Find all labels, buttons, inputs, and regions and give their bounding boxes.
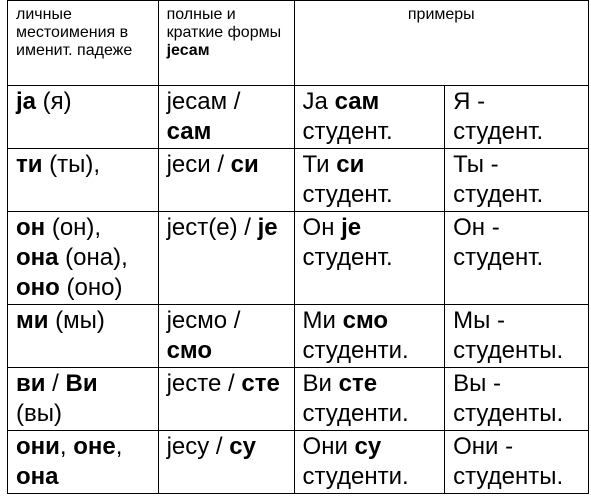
bold-text: је	[257, 214, 278, 241]
bold-text: је	[341, 214, 362, 241]
example-serbian-cell	[294, 149, 445, 212]
example-russian-cell	[445, 86, 589, 149]
example-serbian-cell	[294, 368, 445, 431]
text: (он),	[45, 214, 102, 241]
text: Мы - студенты.	[453, 307, 564, 364]
pronoun-cell	[8, 431, 159, 494]
text: јеси /	[166, 151, 231, 178]
text: (оно)	[59, 274, 123, 301]
bold-text: оне	[73, 433, 116, 460]
header-examples	[294, 1, 588, 86]
text: Ты - студент.	[453, 151, 544, 208]
bold-text: Ви	[65, 370, 98, 397]
bold-text: оно	[16, 274, 60, 301]
pronoun-cell	[8, 368, 159, 431]
bold-text: ми	[16, 307, 49, 334]
text: Он	[302, 214, 342, 241]
text: Ми	[302, 307, 343, 334]
example-serbian-cell	[294, 212, 445, 305]
example-russian-cell	[445, 368, 589, 431]
bold-text: ја	[16, 88, 37, 115]
text: студенти.	[302, 400, 409, 427]
bold-text: сте	[338, 370, 378, 397]
table-row	[8, 431, 589, 494]
header-examples-label: примеры	[407, 6, 475, 23]
bold-text: ти	[16, 151, 43, 178]
verb-form-cell	[158, 431, 294, 494]
verb-form-cell	[158, 149, 294, 212]
text: Вы - студенты.	[453, 370, 564, 427]
bold-text: смо	[166, 337, 213, 364]
bold-text: си	[336, 151, 365, 178]
verb-form-cell	[158, 305, 294, 368]
example-russian-cell	[445, 431, 589, 494]
text: (вы)	[16, 400, 62, 427]
example-russian-cell	[445, 305, 589, 368]
bold-text: су	[229, 433, 256, 460]
bold-text: они	[16, 433, 60, 460]
text: студент.	[302, 118, 393, 145]
bold-text: си	[230, 151, 259, 178]
text: студенти.	[302, 337, 409, 364]
text: студент.	[302, 181, 393, 208]
text: ,	[115, 433, 123, 460]
text: Он - студент.	[453, 214, 544, 271]
header-forms-verb: јесам	[166, 42, 210, 59]
text: Они	[302, 433, 355, 460]
text: студент.	[302, 244, 393, 271]
text: јесу /	[166, 433, 230, 460]
text: студенти.	[302, 463, 409, 490]
text: јесмо /	[166, 307, 241, 334]
table-row	[8, 368, 589, 431]
pronoun-cell	[8, 305, 159, 368]
header-forms	[158, 1, 294, 86]
text: (ты),	[42, 151, 101, 178]
text: Я - студент.	[453, 88, 544, 145]
verb-form-cell	[158, 368, 294, 431]
pronoun-cell	[8, 149, 159, 212]
conjugation-table	[7, 0, 589, 494]
table-row	[8, 86, 589, 149]
text: /	[45, 370, 66, 397]
verb-form-cell	[158, 212, 294, 305]
bold-text: сам	[334, 88, 380, 115]
bold-text: он	[16, 214, 46, 241]
bold-text: она	[16, 463, 59, 490]
pronoun-cell	[8, 86, 159, 149]
example-russian-cell	[445, 149, 589, 212]
text: јест(е) /	[166, 214, 258, 241]
header-pronouns	[8, 1, 159, 86]
bold-text: ви	[16, 370, 46, 397]
header-pronouns-label: личные местоимения в именит. падеже	[16, 6, 133, 59]
text: (она),	[58, 244, 128, 271]
text: јесте /	[166, 370, 242, 397]
example-russian-cell	[445, 212, 589, 305]
text: (мы)	[48, 307, 105, 334]
text: ,	[59, 433, 74, 460]
table-row	[8, 305, 589, 368]
header-row	[8, 1, 589, 86]
table-body	[8, 86, 589, 494]
example-serbian-cell	[294, 305, 445, 368]
bold-text: сам	[166, 118, 212, 145]
text: Ја	[302, 88, 335, 115]
text: (я)	[36, 88, 72, 115]
example-serbian-cell	[294, 86, 445, 149]
table-row	[8, 149, 589, 212]
bold-text: она	[16, 244, 59, 271]
table-row	[8, 212, 589, 305]
bold-text: сте	[241, 370, 280, 397]
text: Они - студенты.	[453, 433, 564, 490]
bold-text: смо	[342, 307, 389, 334]
text: Ви	[302, 370, 339, 397]
pronoun-cell	[8, 212, 159, 305]
header-forms-label: полные и краткие формы	[166, 6, 282, 41]
text: јесам /	[166, 88, 241, 115]
verb-form-cell	[158, 86, 294, 149]
bold-text: су	[354, 433, 382, 460]
text: Ти	[302, 151, 337, 178]
example-serbian-cell	[294, 431, 445, 494]
